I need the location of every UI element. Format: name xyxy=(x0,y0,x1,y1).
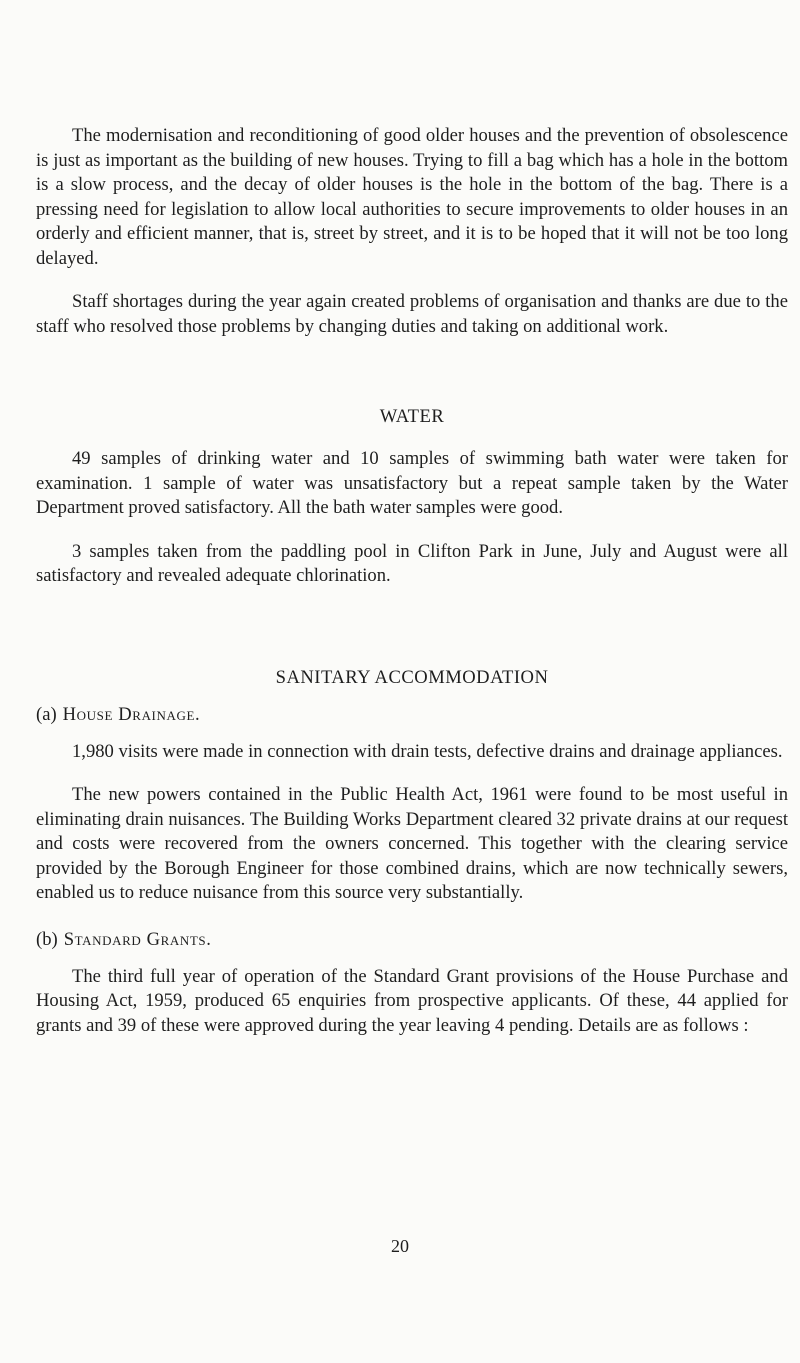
page-number: 20 xyxy=(391,1236,409,1256)
document-body xyxy=(36,124,788,1038)
standard-grants-subheading xyxy=(36,928,788,952)
water-paragraph-2: 3 samples taken from the paddling pool in Clifton Park in June, July and August were all satisfactory and revealed adequate chlorination. xyxy=(36,540,788,586)
water-paragraph-1: 49 samples of drinking water and 10 samples of swimming bath water were taken for examination. 1 sample of water was unsatisfactory but a repeat sample taken by the Water Department proved satisfactory. All the bath water samples were good. xyxy=(36,448,788,518)
drainage-paragraph-1: 1,980 visits were made in connection with drain tests, defective drains and drainage appliances. xyxy=(72,740,783,762)
house-drainage-subheading xyxy=(36,703,788,727)
standard-grants-marker: (b) xyxy=(36,928,58,950)
water-heading: WATER xyxy=(379,406,445,427)
house-drainage-marker: (a) xyxy=(36,703,57,725)
house-drainage-title: House Drainage. xyxy=(62,703,201,725)
standard-grants-title: Standard Grants. xyxy=(63,928,212,950)
intro-paragraph-2: Staff shortages during the year again created problems of organisation and thanks are due to the staff who resolved those problems by changing duties and taking on additional work. xyxy=(36,291,788,337)
drainage-paragraph-2: The new powers contained in the Public Health Act, 1961 were found to be most useful in eliminating drain nuisances. The Building Works Department cleared 32 private drains at our request and costs were recovered from the owners concerned. This together with the clearing service provided by the Borough Engineer for those combined drains, which are now technically sewers, enabled us to reduce nuisance from this source very substantially. xyxy=(36,784,788,903)
sanitary-heading: SANITARY ACCOMMODATION xyxy=(275,666,549,688)
grants-paragraph-1: The third full year of operation of the Standard Grant provisions of the House Purchase and Housing Act, 1959, produced 65 enquiries from prospective applicants. Of these, 44 applied for grants and 39 of these were approved during the year leaving 4 pending. Details are as follows : xyxy=(36,965,788,1036)
intro-paragraph-1: The modernisation and reconditioning of good older houses and the prevention of obsolescence is just as important as the building of new houses. Trying to fill a bag which has a hole in the bottom is a slow process, and the decay of older houses is the hole in the bottom of the bag. There is a pressing need for legislation to allow local authorities to secure improvements to older houses in an orderly and efficient manner, that is, street by street, and it is to be hoped that it will not be too long delayed. xyxy=(36,125,788,269)
